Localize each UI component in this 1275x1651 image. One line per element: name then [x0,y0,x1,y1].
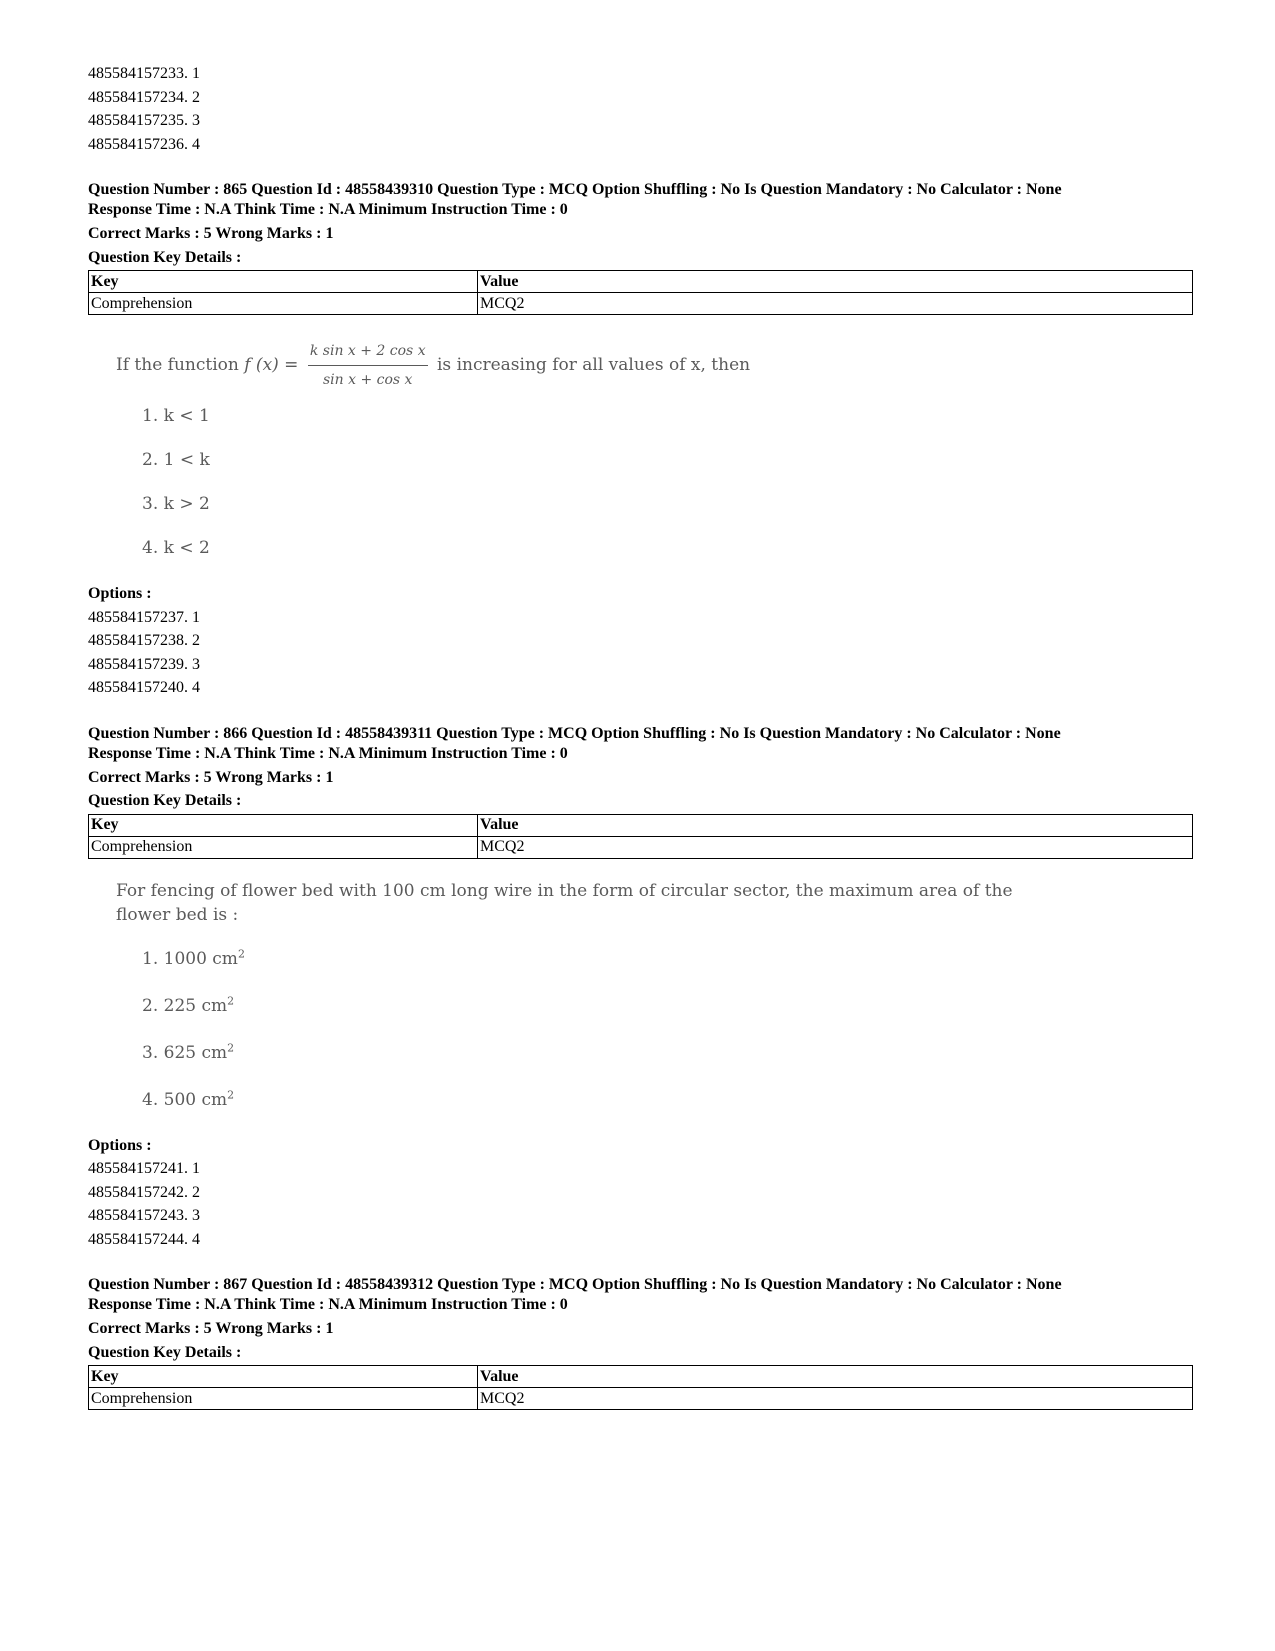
table-header-value: Value [478,814,1193,836]
table-row [89,1388,1193,1410]
table-cell-value: MCQ2 [478,293,1193,315]
option-line: 485584157241. 1 [88,1160,200,1177]
stem-pre: If the function [116,355,239,375]
key-details-label: Question Key Details : [88,792,242,809]
option-line: 485584157240. 4 [88,679,200,696]
option-line: 485584157238. 2 [88,632,200,649]
document-page [88,62,1193,1410]
table-header-value: Value [478,271,1193,293]
option-line: 485584157235. 3 [88,112,200,129]
marks-line: Correct Marks : 5 Wrong Marks : 1 [88,225,334,242]
option-line: 485584157233. 1 [88,65,200,82]
table-header-row [89,271,1193,293]
table-cell-key: Comprehension [89,836,478,858]
choice-item [142,994,1193,1018]
option-line: 485584157236. 4 [88,135,200,153]
superscript: 2 [227,993,235,1007]
option-line: 485584157239. 3 [88,655,200,673]
marks-line: Correct Marks : 5 Wrong Marks : 1 [88,768,334,786]
options-block [88,582,1193,700]
question-867 [88,1275,1193,1410]
table-cell-key: Comprehension [89,293,478,315]
option-line: 485584157242. 2 [88,1183,200,1201]
question-header-line2: Response Time : N.A Think Time : N.A Minimum Instruction Time : 0 [88,201,568,218]
question-stem-line2: flower bed is : [116,904,239,925]
option-line: 485584157243. 3 [88,1207,200,1224]
option-line: 485584157244. 4 [88,1230,200,1248]
table-row [89,293,1193,315]
question-866 [88,724,1193,1252]
table-row [89,836,1193,858]
superscript: 2 [227,1087,235,1101]
question-image [116,339,1193,560]
table-header-key: Key [89,271,478,293]
options-label: Options : [88,585,152,602]
question-header-line1: Question Number : 867 Question Id : 48558439312 Question Type : MCQ Option Shuffling : No Is Question Mandatory : No Calculator : None [88,1276,1062,1293]
superscript: 2 [237,946,245,960]
choice-item: 4. k < 2 [142,538,210,558]
choice-item: 1. k < 1 [142,406,210,426]
stem-post: is increasing for all values of x, then [437,355,751,375]
choice-text: 1. 1000 cm [142,948,238,969]
superscript: 2 [227,1040,235,1054]
options-label: Options : [88,1136,152,1154]
question-header-line2: Response Time : N.A Think Time : N.A Minimum Instruction Time : 0 [88,1296,568,1313]
question-stem-line1: For fencing of flower bed with 100 cm long wire in the form of circular sector, the maximum area of the [116,880,1013,901]
question-header-line2: Response Time : N.A Think Time : N.A Minimum Instruction Time : 0 [88,744,568,762]
choice-item: 2. 1 < k [142,450,210,470]
function-label: f (x) = [244,355,299,375]
question-header-line1: Question Number : 866 Question Id : 48558439311 Question Type : MCQ Option Shuffling : No Is Question Mandatory : No Calculator : None [88,724,1061,742]
key-details-table [88,814,1193,859]
key-details-label: Question Key Details : [88,1343,242,1361]
table-header-row [89,814,1193,836]
choice-text: 4. 500 cm [142,1089,228,1110]
choice-item [142,1041,1193,1065]
choice-text: 3. 625 cm [142,1042,228,1063]
table-header-key: Key [89,1366,478,1388]
options-block [88,1134,1193,1252]
table-cell-value: MCQ2 [478,836,1193,858]
table-header-row [89,1366,1193,1388]
question-stem [116,339,1193,392]
marks-line: Correct Marks : 5 Wrong Marks : 1 [88,1320,334,1337]
table-header-value: Value [478,1366,1193,1388]
choice-item [142,1088,1193,1112]
option-line: 485584157237. 1 [88,608,200,626]
question-image [116,879,1193,1112]
question-865 [88,180,1193,700]
fraction-numerator: k sin x + 2 cos x [308,339,428,366]
table-cell-value: MCQ2 [478,1388,1193,1410]
option-line: 485584157234. 2 [88,88,200,106]
previous-options-list [88,62,1193,156]
choice-text: 2. 225 cm [142,995,228,1016]
table-header-key: Key [89,814,478,836]
choice-item [142,947,1193,971]
key-details-table [88,1365,1193,1410]
key-details-label: Question Key Details : [88,248,242,266]
table-cell-key: Comprehension [89,1388,478,1410]
question-header-line1: Question Number : 865 Question Id : 48558439310 Question Type : MCQ Option Shuffling : No Is Question Mandatory : No Calculator : None [88,181,1062,198]
choice-item: 3. k > 2 [142,494,210,514]
fraction-denominator: sin x + cos x [322,372,413,388]
key-details-table [88,270,1193,315]
fraction [308,339,428,392]
